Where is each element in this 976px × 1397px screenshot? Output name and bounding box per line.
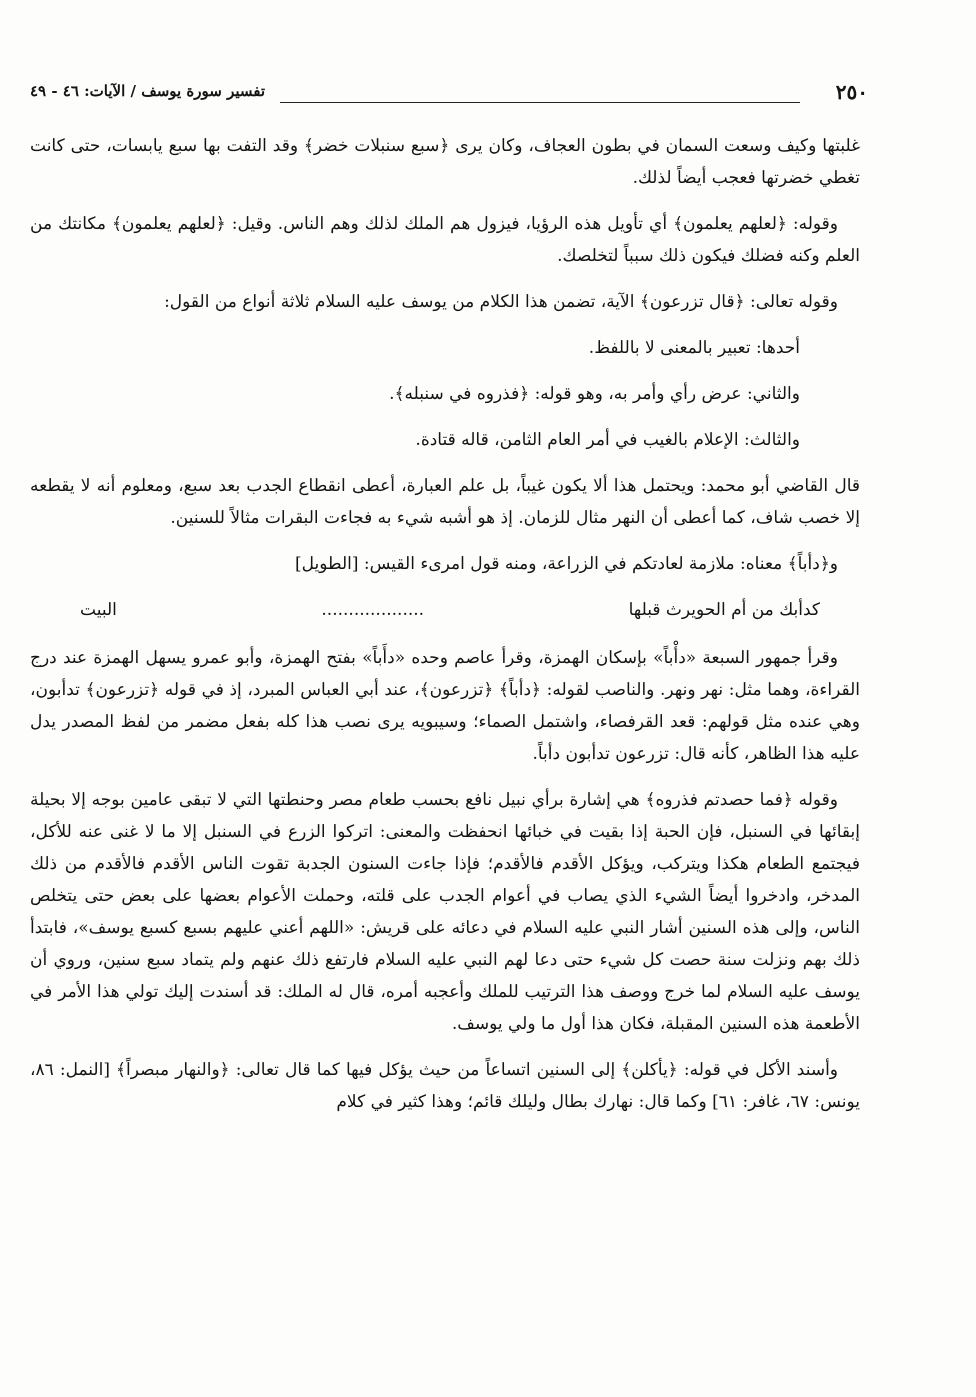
paragraph: وقوله تعالى: ﴿قال تزرعون﴾ الآية، تضمن هذا الكلام من يوسف عليه السلام ثلاثة أنواع من القول: — [164, 292, 838, 312]
running-title: تفسير سورة يوسف / الآيات: ٤٦ - ٤٩ — [30, 82, 266, 100]
paragraph: وقوله: ﴿لعلهم يعلمون﴾ أي تأويل هذه الرؤيا، فيزول هم الملك لذلك وهم الناس. وقيل: ﴿لعلهم يعلمون﴾ مكانتك من العلم وكنه فضلك فيكون ذلك سبباً لتخلصك. — [30, 214, 860, 266]
paragraph: وقرأ جمهور السبعة «دأْباً» بإسكان الهمزة، وقرأ عاصم وحده «دأَباً» بفتح الهمزة، وأبو عمرو يسهل الهمزة عند درج القراءة، وهما مثل: نهر ونهر. والناصب لقوله: ﴿دأباً﴾ ﴿تزرعون﴾، عند أبي العباس المبرد، إذ في قوله ﴿تزرعون﴾ تدأبون، وهي عنده مثل قولهم: قعد القرفصاء، واشتمل الصماء؛ وسيبويه يرى نصب هذا كله بفعل مضمر من لفظ المصدر يدل عليه هذا الظاهر، كأنه قال: تزرعون تدأبون دأباً. — [30, 648, 860, 764]
verse-second-hemistich: البيت — [80, 600, 117, 620]
verse-dots: ................... — [321, 600, 425, 620]
list-item: أحدها: تعبير بالمعنى لا باللفظ. — [588, 338, 800, 358]
paragraph: وأسند الأكل في قوله: ﴿يأكلن﴾ إلى السنين اتساعاً من حيث يؤكل فيها كما قال تعالى: ﴿والنهار مبصراً﴾ [النمل: ٨٦، يونس: ٦٧، غافر: ٦١] وكما قال: نهارك بطال وليلك قائم؛ وهذا كثير في كلام — [30, 1060, 860, 1112]
paragraph: قال القاضي أبو محمد: ويحتمل هذا ألا يكون غيباً، بل علم العبارة، أعطى انقطاع الجدب بعد سبع، ومعلوم أنه لا يقطعه إلا خصب شاف، كما أعطى أن النهر مثال للزمان. إذ هو أشبه شيء به فجاءت البقرات مثالاً للسنين. — [30, 476, 860, 528]
page-number: ٢٥٠ — [835, 80, 868, 104]
paragraph: و﴿دأباً﴾ معناه: ملازمة لعادتكم في الزراعة، ومنه قول امرىء القيس: [الطويل] — [295, 554, 838, 574]
list-item: والثالث: الإعلام بالغيب في أمر العام الثامن، قاله قتادة. — [415, 430, 800, 450]
poetry-verse — [80, 594, 820, 626]
header-rule — [280, 102, 800, 103]
page-header — [30, 80, 868, 110]
page-body — [30, 130, 860, 1132]
paragraph: وقوله ﴿فما حصدتم فذروه﴾ هي إشارة برأي نبيل نافع بحسب طعام مصر وحنطتها التي لا تبقى عامين بوجه إلا بحيلة إبقائها في السنبل، فإن الحبة إذا بقيت في خبائها انحفظت والمعنى: اتركوا الزرع في السنبل إلا ما لا غنى عنه للأكل، فيجتمع الطعام هكذا ويتركب، ويؤكل الأقدم فالأقدم؛ فإذا جاءت السنون الجدبة تقوت الناس الأقدم فالأقدم من ذلك المدخر، وادخروا أيضاً الشيء الذي يصاب في أعوام الجدب على قلته، وحملت الأعوام بعضها على بعض حتى يتخلص الناس، وإلى هذه السنين أشار النبي عليه السلام في دعائه على قريش: «اللهم أعني عليهم بسبع كسبع يوسف»، فابتدأ ذلك بهم ونزلت سنة حصت كل شيء حتى دعا لهم النبي عليه السلام فارتفع ذلك عنهم ولم يتماد سبع سنين، وروي أن يوسف عليه السلام لما خرج ووصف هذا الترتيب للملك وأعجبه أمره، قال له الملك: قد أسندت إليك تولي هذا الأمر في الأطعمة هذه السنين المقبلة، فكان هذا أول ما ولي يوسف. — [30, 790, 860, 1034]
verse-first-hemistich: كدأبك من أم الحويرث قبلها — [628, 600, 820, 620]
list-item: والثاني: عرض رأي وأمر به، وهو قوله: ﴿فذروه في سنبله﴾. — [389, 384, 800, 404]
paragraph: غلبتها وكيف وسعت السمان في بطون العجاف، وكان يرى ﴿سبع سنبلات خضر﴾ وقد التفت بها سبع يابسات، حتى كانت تغطي خضرتها فعجب أيضاً لذلك. — [30, 136, 860, 188]
